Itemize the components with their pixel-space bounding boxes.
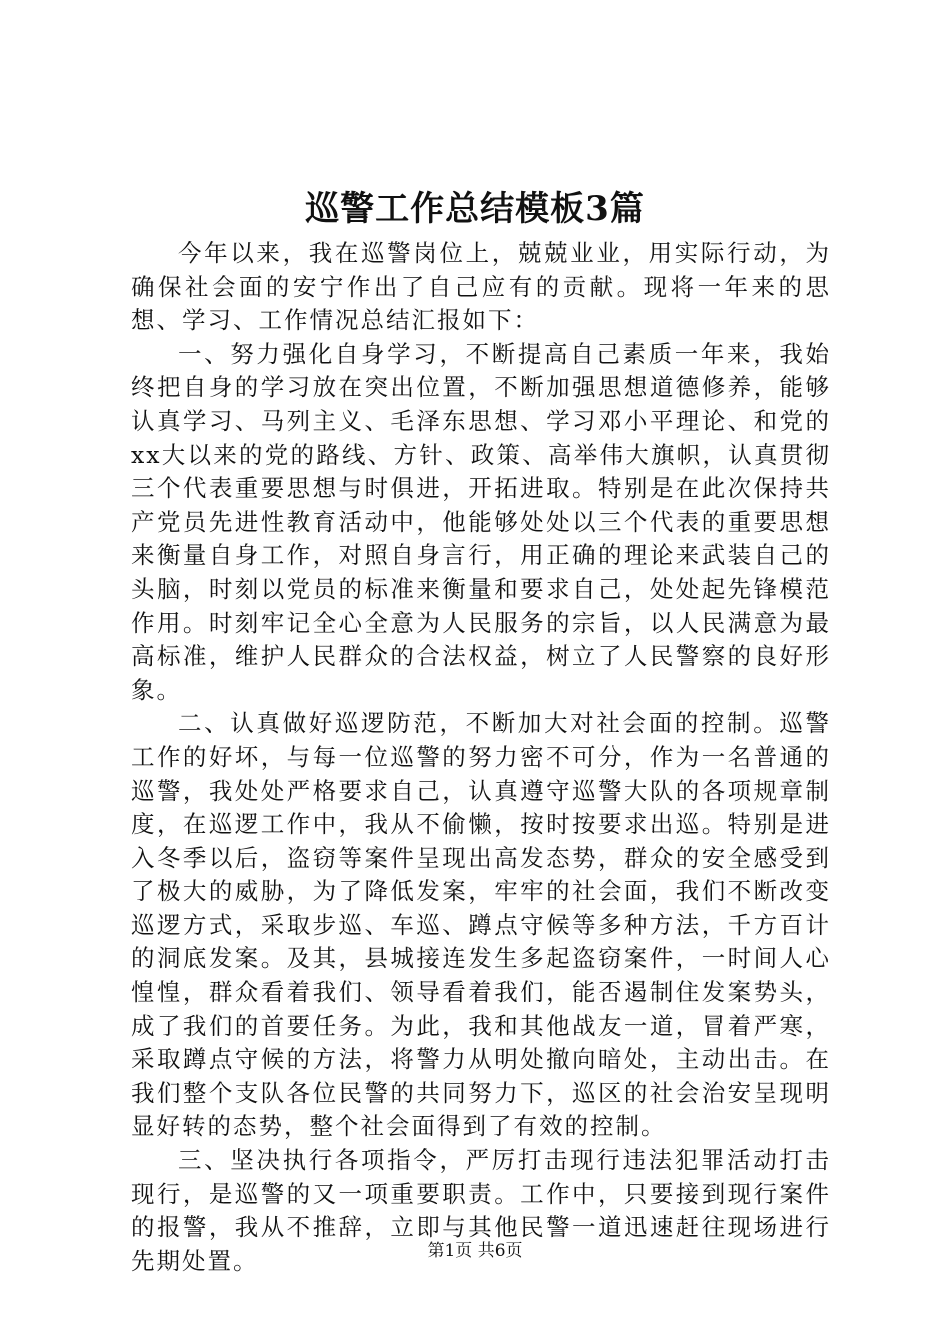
paragraph-section-3: 三、坚决执行各项指令，严厉打击现行违法犯罪活动打击现行，是巡警的又一项重要职责。工作中，只要接到现行案件的报警，我从不推辞，立即与其他民警一道迅速赶往现场进行先期处置。 [131,1146,831,1275]
document-body [131,237,831,1278]
document-title: 巡警工作总结模板3篇 [305,189,645,229]
page-footer: 第1页 共6页 [427,1241,523,1261]
paragraph-section-1: 一、努力强化自身学习，不断提高自己素质一年来，我始终把自身的学习放在突出位置，不断加强思想道德修养，能够认真学习、马列主义、毛泽东思想、学习邓小平理论、和党的xx大以来的党的路线、方针、政策、高举伟大旗帜，认真贯彻三个代表重要思想与时俱进，开拓进取。特别是在此次保持共产党员先进性教育活动中，他能够处处以三个代表的重要思想来衡量自身工作，对照自身言行，用正确的理论来武装自己的头脑，时刻以党员的标准来衡量和要求自己，处处起先锋模范作用。时刻牢记全心全意为人民服务的宗旨，以人民满意为最高标准，维护人民群众的合法权益，树立了人民警察的良好形象。 [131,339,831,704]
paragraph-section-2: 二、认真做好巡逻防范，不断加大对社会面的控制。巡警工作的好坏，与每一位巡警的努力密不可分，作为一名普通的巡警，我处处严格要求自己，认真遵守巡警大队的各项规章制度，在巡逻工作中，我从不偷懒，按时按要求出巡。特别是进入冬季以后，盗窃等案件呈现出高发态势，群众的安全感受到了极大的威胁，为了降低发案，牢牢的社会面，我们不断改变巡逻方式，采取步巡、车巡、蹲点守候等多种方法，千方百计的洞底发案。及其，县城接连发生多起盗窃案件，一时间人心惶惶，群众看着我们、领导看着我们，能否遏制住发案势头，成了我们的首要任务。为此，我和其他战友一道，冒着严寒，采取蹲点守候的方法，将警力从明处撤向暗处，主动出击。在我们整个支队各位民警的共同努力下，巡区的社会治安呈现明显好转的态势，整个社会面得到了有效的控制。 [131,709,831,1141]
paragraph-intro: 今年以来，我在巡警岗位上，兢兢业业，用实际行动，为确保社会面的安宁作出了自己应有的贡献。现将一年来的思想、学习、工作情况总结汇报如下： [131,239,831,335]
